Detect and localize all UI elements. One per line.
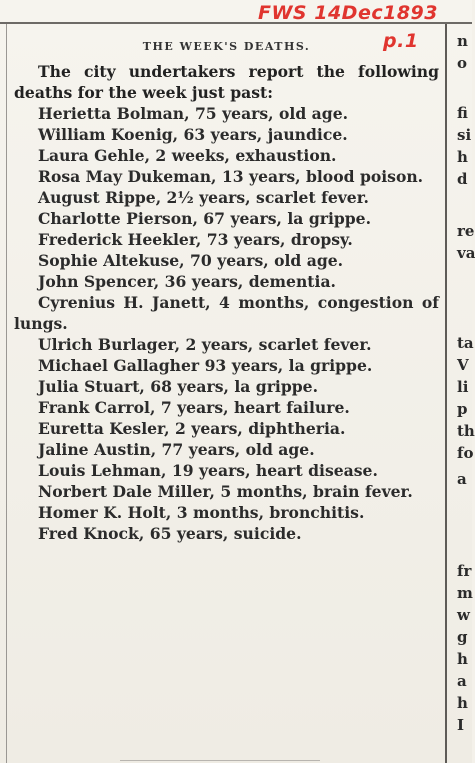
fragment-text: fr	[457, 562, 472, 580]
fragment-text: w	[457, 606, 470, 624]
fragment-text: d	[457, 170, 468, 188]
fragment-text: th	[457, 422, 475, 440]
article-column	[14, 24, 439, 544]
fragment-text: h	[457, 148, 468, 166]
fragment-text: V	[457, 356, 469, 374]
death-entry: Laura Gehle, 2 weeks, exhaustion.	[38, 146, 337, 165]
death-entry: Cyrenius H. Janett, 4 months, congestion of lungs.	[14, 293, 439, 333]
bottom-rule	[120, 760, 320, 761]
article-heading: THE WEEK'S DEATHS.	[142, 40, 311, 53]
fragment-text: g	[457, 628, 468, 646]
death-entry: Frank Carrol, 7 years, heart failure.	[38, 398, 350, 417]
death-entry: John Spencer, 36 years, dementia.	[38, 272, 336, 291]
death-entry: Frederick Heekler, 73 years, dropsy.	[38, 230, 353, 249]
fragment-text: re	[457, 222, 475, 240]
fragment-text: o	[457, 54, 468, 72]
fragment-text: n	[457, 32, 468, 50]
fragment-text: fi	[457, 104, 468, 122]
death-entry: Louis Lehman, 19 years, heart disease.	[38, 461, 378, 480]
fragment-text: a	[457, 470, 467, 488]
column-divider	[445, 24, 447, 763]
handwritten-page-number: p.1	[383, 30, 419, 52]
death-entry: Rosa May Dukeman, 13 years, blood poison.	[38, 167, 424, 186]
fragment-text: si	[457, 126, 472, 144]
fragment-text: h	[457, 650, 468, 668]
death-entry: Sophie Altekuse, 70 years, old age.	[38, 251, 344, 270]
fragment-text: va	[457, 244, 475, 262]
fragment-text: p	[457, 400, 468, 418]
fragment-text: ta	[457, 334, 474, 352]
death-entry: Euretta Kesler, 2 years, diphtheria.	[38, 419, 346, 438]
left-column-rule	[6, 24, 7, 763]
fragment-text: I	[457, 716, 465, 734]
death-entry: August Rippe, 2½ years, scarlet fever.	[38, 188, 369, 207]
fragment-text: a	[457, 672, 467, 690]
death-entry: Homer K. Holt, 3 months, bronchitis.	[38, 503, 365, 522]
death-entry: Fred Knock, 65 years, suicide.	[38, 524, 302, 543]
fragment-text: m	[457, 584, 473, 602]
death-entry: Julia Stuart, 68 years, la grippe.	[38, 377, 319, 396]
fragment-text: h	[457, 694, 468, 712]
adjacent-column-fragment	[451, 24, 475, 763]
death-entry: Norbert Dale Miller, 5 months, brain fever.	[38, 482, 413, 501]
article-intro: The city undertakers report the following deaths for the week just past:	[14, 62, 439, 102]
death-entry: William Koenig, 63 years, jaundice.	[38, 125, 348, 144]
death-entry: Herietta Bolman, 75 years, old age.	[38, 104, 349, 123]
death-entry: Jaline Austin, 77 years, old age.	[38, 440, 315, 459]
handwritten-citation: FWS 14Dec1893	[258, 2, 438, 24]
fragment-text: fo	[457, 444, 474, 462]
death-entry: Ulrich Burlager, 2 years, scarlet fever.	[38, 335, 372, 354]
death-entry: Charlotte Pierson, 67 years, la grippe.	[38, 209, 372, 228]
death-entry: Michael Gallagher 93 years, la grippe.	[38, 356, 373, 375]
fragment-text: li	[457, 378, 469, 396]
